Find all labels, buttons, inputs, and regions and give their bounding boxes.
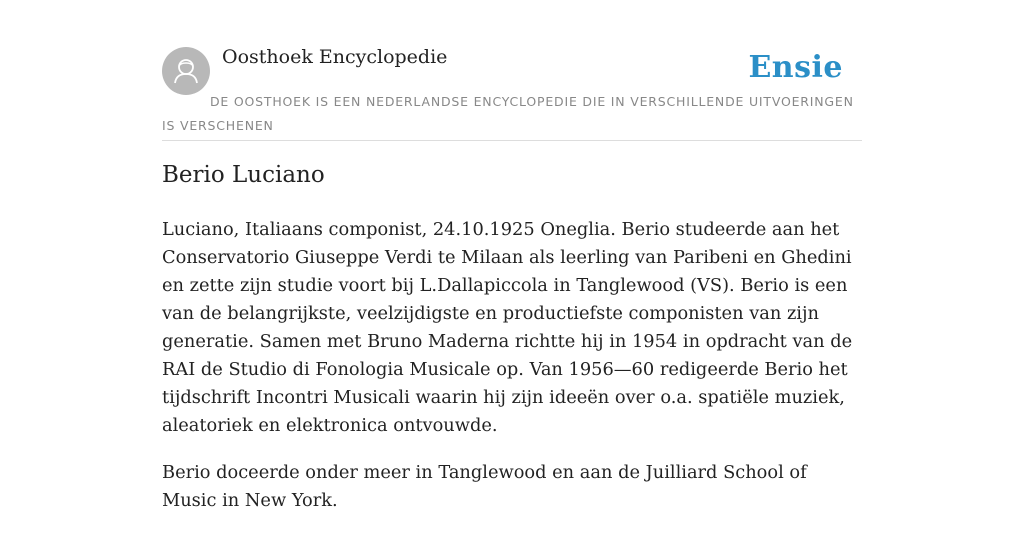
page-title: Berio Luciano (162, 162, 325, 188)
author-name[interactable]: Oosthoek Encyclopedie (222, 46, 448, 68)
avatar[interactable] (162, 47, 210, 95)
article-paragraph: Luciano, Italiaans componist, 24.10.1925 Oneglia. Berio studeerde aan het Conservatorio Giuseppe Verdi te Milaan als leerling van Paribeni en Ghedini en zette zijn studie voort bij L.Dallapiccola in Tanglewood (VS). Berio is een van de belangrijkste, veelzijdigste en productiefste componisten van zijn generatie. Samen met Bruno Maderna richtte hij in 1954 in opdracht van de RAI de Studio di Fonologia Musicale op. Van 1956—60 redigeerde Berio het tijdschrift Incontri Musicali waarin hij zijn ideeën over o.a. spatiële muziek, aleatoriek en elektronica ontvouwde. (162, 219, 853, 436)
user-silhouette-icon (162, 47, 210, 95)
article-paragraph: Berio doceerde onder meer in Tanglewood en aan de Juilliard School of Music in New York. (162, 462, 807, 511)
header (162, 44, 862, 141)
site-logo[interactable]: Ensie (748, 50, 843, 85)
article-body (162, 216, 864, 534)
author-tagline: DE OOSTHOEK IS EEN NEDERLANDSE ENCYCLOPEDIE DIE IN VERSCHILLENDE UITVOERINGEN IS VERSCHENEN (162, 94, 854, 133)
